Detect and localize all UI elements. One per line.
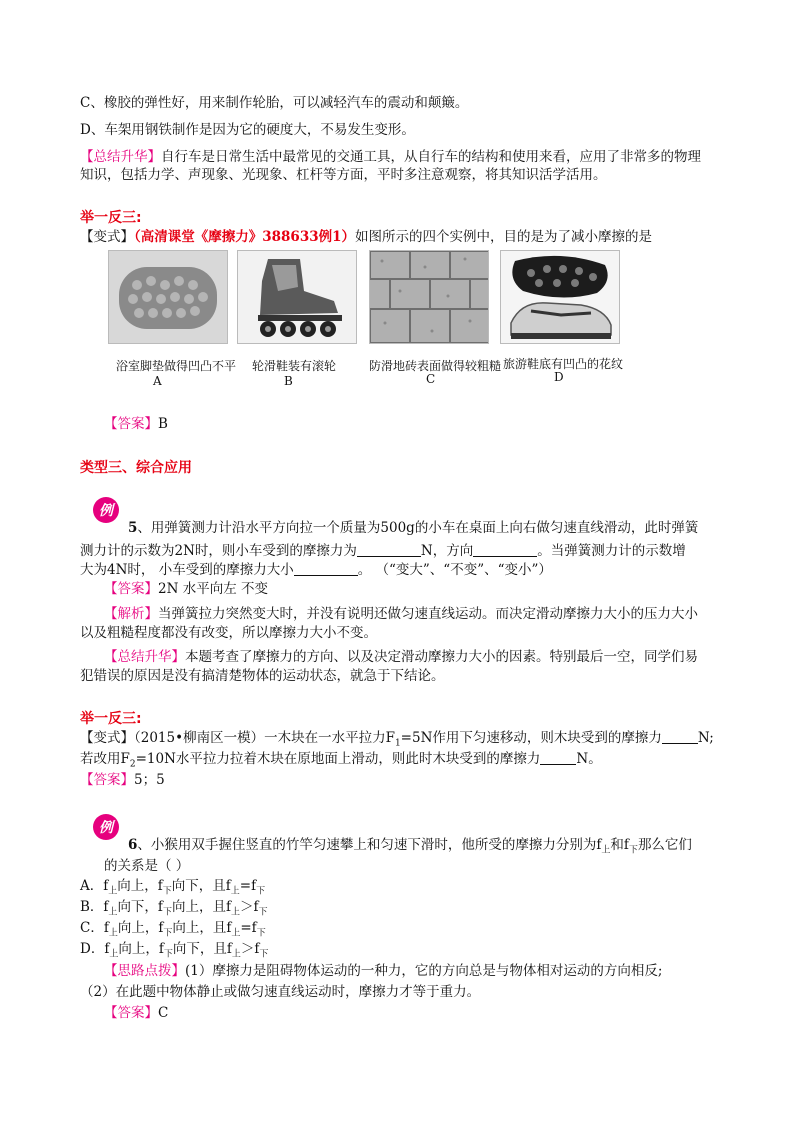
roller-skate-image — [237, 250, 357, 344]
option-sub: 上 — [108, 928, 118, 939]
example5-text-3a: 大为4N时， 小车受到的摩擦力大小 — [80, 562, 294, 578]
summary-line-2: 知识，包括力学、声现象、光现象、杠杆等方面，平时多注意观察，将其知识活学活用。 — [80, 167, 607, 183]
example-badge-label: 例 — [99, 503, 113, 519]
option-sub: 下 — [256, 928, 266, 939]
variant2-text-2b: =10N水平拉力拉着木块在原地面上滑动，则此时木块受到的摩擦力 — [135, 751, 541, 767]
variant2-text-2a: 若改用F — [80, 751, 130, 767]
example5-text-2a: 测力计的示数为2N时，则小车受到的摩擦力为 — [80, 543, 357, 559]
summary-text: 自行车是日常生活中最常见的交通工具，从自行车的结构和使用来看，应用了非常多的物理 — [161, 149, 701, 165]
variant2-sub2: 2 — [129, 759, 136, 770]
option-text: =f — [239, 878, 257, 894]
example5-analysis — [104, 605, 698, 623]
example5-text-3b: 。 （“变大”、“不变”、“变小”） — [357, 562, 552, 578]
example6-line1 — [128, 836, 692, 860]
floor-tile-image — [369, 250, 489, 344]
example6-line1-end: 那么它们 — [637, 837, 692, 853]
variant2-text-1a: （2015•柳南区一模）一木块在一水平拉力F — [134, 730, 395, 746]
example5-text-2b: N，方向 — [420, 543, 474, 559]
option-sub: 上 — [109, 949, 119, 960]
variant2-text-1b: =5N作用下匀速移动，则木块受到的摩擦力 — [400, 730, 662, 746]
figure-caption-c: 防滑地砖表面做得较粗糙 — [369, 359, 502, 373]
option-text: 向上，f — [118, 941, 164, 957]
example6-text: 、小猴用双手握住竖直的竹竿匀速攀上和匀速下滑时，他所受的摩擦力分别为f — [137, 837, 602, 853]
option-text: 向上，且f — [171, 899, 231, 915]
option-sub: 上 — [230, 886, 240, 897]
example6-hint-line2: （2）在此题中物体静止或做匀速直线运动时，摩擦力才等于重力。 — [80, 984, 481, 1000]
summary-tag: 【总结升华】 — [104, 649, 185, 665]
example6-and: 和f — [610, 837, 629, 853]
option-sub: 上 — [108, 907, 118, 918]
blank-friction-1[interactable] — [662, 729, 698, 744]
option-sub: 上 — [108, 886, 118, 897]
option-text: 向下，f — [117, 899, 163, 915]
figure-letter-d: D — [554, 370, 564, 384]
option-label: A．f — [80, 878, 109, 894]
example6-sub-up: 上 — [601, 845, 611, 856]
figure-caption-b: 轮滑鞋装有滚轮 — [252, 359, 337, 373]
figure-caption-d: 旅游鞋底有凹凸的花纹 — [503, 357, 624, 371]
variant-question-text: 如图所示的四个实例中，目的是为了减小摩擦的是 — [355, 229, 653, 245]
variant2-answer — [80, 771, 165, 789]
answer-value: C — [158, 1005, 169, 1021]
example5-analysis-line2: 以及粗糙程度都没有改变，所以摩擦力大小不变。 — [80, 625, 377, 641]
variant-source: （高清课堂《摩擦力》388633例1） — [134, 229, 356, 245]
blank-change[interactable] — [294, 561, 358, 576]
example5-line2 — [80, 542, 686, 560]
option-sub: 上 — [231, 928, 241, 939]
blank-direction[interactable] — [473, 542, 537, 557]
option-sub: 下 — [162, 886, 172, 897]
example-badge-label: 例 — [99, 820, 113, 836]
option-text: 向上，f — [117, 878, 163, 894]
bath-mat-image — [108, 250, 228, 344]
answer-tag: 【答案】 — [104, 581, 158, 597]
example6-answer — [104, 1004, 168, 1022]
section-heading: 类型三、综合应用 — [80, 460, 192, 476]
option-text: ＞f — [240, 941, 260, 957]
option-d: D、车架用钢铁制作是因为它的硬度大，不易发生变形。 — [80, 122, 415, 138]
option-sub: 下 — [258, 907, 268, 918]
figure-letter-a: A — [153, 374, 162, 388]
option-sub: 上 — [230, 907, 240, 918]
answer-value: 2N 水平向左 不变 — [158, 581, 268, 597]
example6-hint — [104, 962, 662, 980]
example5-text: 、用弹簧测力计沿水平方向拉一个质量为500g的小车在桌面上向右做匀速直线滑动，此时弹簧 — [137, 520, 699, 536]
summary-paragraph — [80, 148, 701, 166]
variant2-text-2c: N。 — [576, 751, 602, 767]
option-sub: 上 — [231, 949, 241, 960]
option-label: D．f — [80, 941, 110, 957]
example5-answer — [104, 580, 268, 598]
option-sub: 下 — [259, 949, 269, 960]
example5-line1 — [128, 519, 698, 537]
variant2-heading: 举一反三: — [80, 711, 142, 727]
option-text: =f — [240, 920, 257, 936]
sneaker-image — [500, 250, 620, 344]
summary-tag: 【总结升华】 — [80, 149, 161, 165]
hint-text: (1）摩擦力是阻碍物体运动的一种力，它的方向总是与物体相对运动的方向相反; — [185, 963, 663, 979]
option-label: B．f — [80, 899, 109, 915]
figure-letter-b: B — [284, 374, 293, 388]
option-label: C．f — [80, 920, 109, 936]
figure-letter-c: C — [426, 372, 436, 386]
answer-tag: 【答案】 — [80, 772, 134, 788]
option-text: 向上，f — [117, 920, 164, 936]
variant2-sub1: 1 — [394, 738, 401, 749]
example5-summary — [104, 648, 698, 666]
option-text: ＞f — [239, 899, 259, 915]
blank-friction[interactable] — [357, 542, 421, 557]
variant-heading: 举一反三: — [80, 210, 142, 226]
answer-tag: 【答案】 — [104, 1005, 158, 1021]
option-text: 向上，且f — [172, 920, 232, 936]
hint-tag: 【思路点拨】 — [104, 963, 185, 979]
blank-friction-2[interactable] — [540, 750, 576, 765]
option-sub: 下 — [162, 907, 172, 918]
variant-answer — [104, 415, 168, 433]
variant-question — [80, 228, 652, 246]
variant2-bracket: 【变式】 — [80, 730, 134, 746]
summary-text: 本题考查了摩擦力的方向、以及决定滑动摩擦力大小的因素。特别最后一空，同学们易 — [185, 649, 698, 665]
analysis-text: 当弹簧拉力突然变大时，并没有说明还做匀速直线运动。而决定滑动摩擦力大小的压力大小 — [158, 606, 698, 622]
example5-line3 — [80, 561, 552, 579]
option-text: 向下，且f — [172, 941, 232, 957]
figure-caption-a: 浴室脚垫做得凹凸不平 — [116, 359, 237, 373]
option-sub: 下 — [163, 928, 173, 939]
answer-value: B — [158, 416, 168, 432]
example6-number: 6 — [128, 837, 138, 853]
example5-summary-line2: 犯错误的原因是没有搞清楚物体的运动状态，就急于下结论。 — [80, 668, 445, 684]
answer-tag: 【答案】 — [104, 416, 158, 432]
example6-line2: 的关系是（ ） — [104, 858, 190, 874]
variant2-text-1c: N; — [697, 730, 714, 746]
option-d-choice[interactable] — [80, 940, 268, 964]
option-c: C、橡胶的弹性好，用来制作轮胎，可以减轻汽车的震动和颠簸。 — [80, 95, 469, 111]
example5-text-2c: 。当弹簧测力计的示数增 — [537, 543, 686, 559]
example5-number: 5 — [128, 520, 138, 536]
example6-sub-down: 下 — [628, 845, 638, 856]
answer-value: 5；5 — [134, 772, 165, 788]
option-text: 向下，且f — [171, 878, 231, 894]
analysis-tag: 【解析】 — [104, 606, 158, 622]
option-sub: 下 — [163, 949, 173, 960]
option-sub: 下 — [256, 886, 266, 897]
variant-bracket: 【变式】 — [80, 229, 134, 245]
